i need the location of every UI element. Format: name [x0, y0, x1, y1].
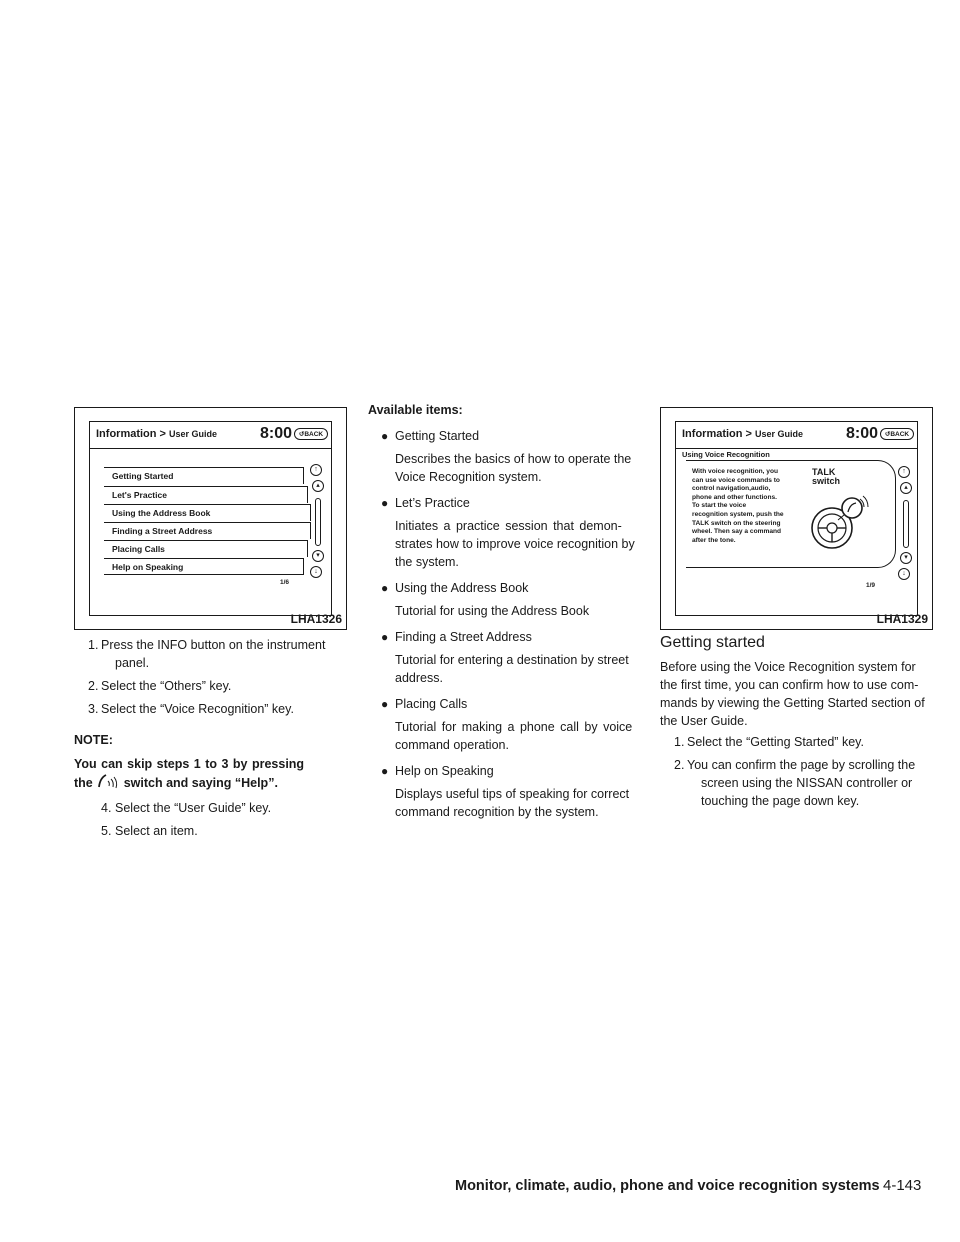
- bullet-icon: ●: [381, 429, 389, 443]
- menu-item-getting-started[interactable]: Getting Started: [104, 467, 304, 484]
- bullet-icon: ●: [381, 630, 389, 644]
- step-1: 1. Press the INFO button on the instrument panel.: [88, 638, 326, 670]
- note-line-2: the switch and saying “Help”.: [74, 773, 350, 792]
- page-down-icon[interactable]: ▾: [900, 552, 912, 564]
- gs-step-1: 1. Select the “Getting Started” key.: [674, 735, 864, 749]
- section-heading: Getting started: [660, 634, 765, 651]
- step-3: 3. Select the “Voice Recognition” key.: [88, 702, 294, 716]
- screen-title: Information > User Guide: [682, 428, 804, 440]
- screen-clock: 8:00: [846, 425, 879, 442]
- screen-using-voice-recognition: [675, 421, 918, 616]
- bullet-icon: ●: [381, 496, 389, 510]
- gs-step-2: 2. You can confirm the page by scrolling the screen using the NISSAN controller or touching the page down key.: [674, 758, 916, 808]
- page-up-icon[interactable]: ▴: [900, 482, 912, 494]
- bullet-icon: ●: [381, 697, 389, 711]
- figure-code: LHA1329: [876, 612, 928, 626]
- page-top-icon[interactable]: ↑: [898, 466, 910, 478]
- talk-switch-icon: [96, 773, 120, 789]
- item-address-book: ● Using the Address Book Tutorial for using the Address Book: [381, 581, 590, 618]
- screen-header: [90, 422, 331, 449]
- intro-paragraph: Before using the Voice Recognition system for the first time, you can confirm how to use com- mands by viewing the Getting Started section of the User Guide.: [660, 660, 925, 728]
- page-indicator: 1/6: [280, 579, 290, 586]
- menu-item-placing-calls[interactable]: Placing Calls: [104, 540, 308, 557]
- scrollbar[interactable]: [903, 500, 909, 548]
- item-street-address: ● Finding a Street Address Tutorial for entering a destination by street address.: [381, 630, 629, 685]
- back-button[interactable]: ↺BACK: [880, 428, 914, 440]
- right-column: [660, 634, 940, 810]
- item-lets-practice: ● Let’s Practice Initiates a practice session that demon- strates how to improve voice recognition by the system.: [381, 496, 635, 569]
- menu-item-lets-practice[interactable]: Let's Practice: [104, 486, 308, 503]
- section-title: Using Voice Recognition: [682, 450, 770, 459]
- step-4: 4. Select the “User Guide” key.: [101, 801, 272, 815]
- back-arrow-icon: ↺: [298, 431, 305, 438]
- item-help-on-speaking: ● Help on Speaking Displays useful tips of speaking for correct command recognition by the system.: [381, 764, 630, 819]
- page-down-icon[interactable]: ▾: [312, 550, 324, 562]
- steering-wheel-icon: [804, 488, 874, 554]
- page-top-icon[interactable]: ↑: [310, 464, 322, 476]
- screen-user-guide-menu: [89, 421, 332, 616]
- talk-switch-label: TALK switch: [812, 467, 841, 486]
- footer-page-number: 4-143: [883, 1177, 922, 1194]
- screen-title: Information > User Guide: [96, 428, 218, 440]
- page-bottom-icon[interactable]: ↓: [898, 568, 910, 580]
- note-label: NOTE:: [74, 733, 113, 747]
- bullet-icon: ●: [381, 581, 389, 595]
- note-line-1: You can skip steps 1 to 3 by pressing: [74, 757, 305, 771]
- content-text: With voice recognition, you can use voice commands to control navigation,audio, phone and other functions. To start the voice recognition system, push the TALK switch on the steering wheel. Then say a command after the tone.: [692, 468, 784, 544]
- page-indicator: 1/9: [866, 582, 876, 589]
- available-items-heading: Available items:: [368, 403, 463, 417]
- scrollbar[interactable]: [315, 498, 321, 546]
- menu-item-street-address[interactable]: Finding a Street Address: [104, 522, 311, 539]
- figure-using-voice-recognition: [660, 407, 933, 630]
- screen-header: [676, 422, 917, 449]
- figure-user-guide-menu: [74, 407, 347, 630]
- figure-code: LHA1326: [290, 612, 342, 626]
- back-arrow-icon: ↺: [884, 431, 891, 438]
- left-column: [74, 636, 350, 840]
- item-placing-calls: ● Placing Calls Tutorial for making a phone call by voice command operation.: [381, 697, 633, 752]
- step-5: 5. Select an item.: [101, 824, 198, 838]
- menu-item-help-on-speaking[interactable]: Help on Speaking: [104, 558, 304, 575]
- back-button[interactable]: ↺BACK: [294, 428, 328, 440]
- footer-section-title: Monitor, climate, audio, phone and voice recognition systems: [455, 1178, 880, 1194]
- screen-clock: 8:00: [260, 425, 293, 442]
- item-getting-started: ● Getting Started Describes the basics of how to operate the Voice Recognition system.: [381, 429, 632, 484]
- menu-item-address-book[interactable]: Using the Address Book: [104, 504, 311, 521]
- page-up-icon[interactable]: ▴: [312, 480, 324, 492]
- step-2: 2. Select the “Others” key.: [88, 679, 232, 693]
- page-bottom-icon[interactable]: ↓: [310, 566, 322, 578]
- middle-column: [368, 401, 648, 821]
- bullet-icon: ●: [381, 764, 389, 778]
